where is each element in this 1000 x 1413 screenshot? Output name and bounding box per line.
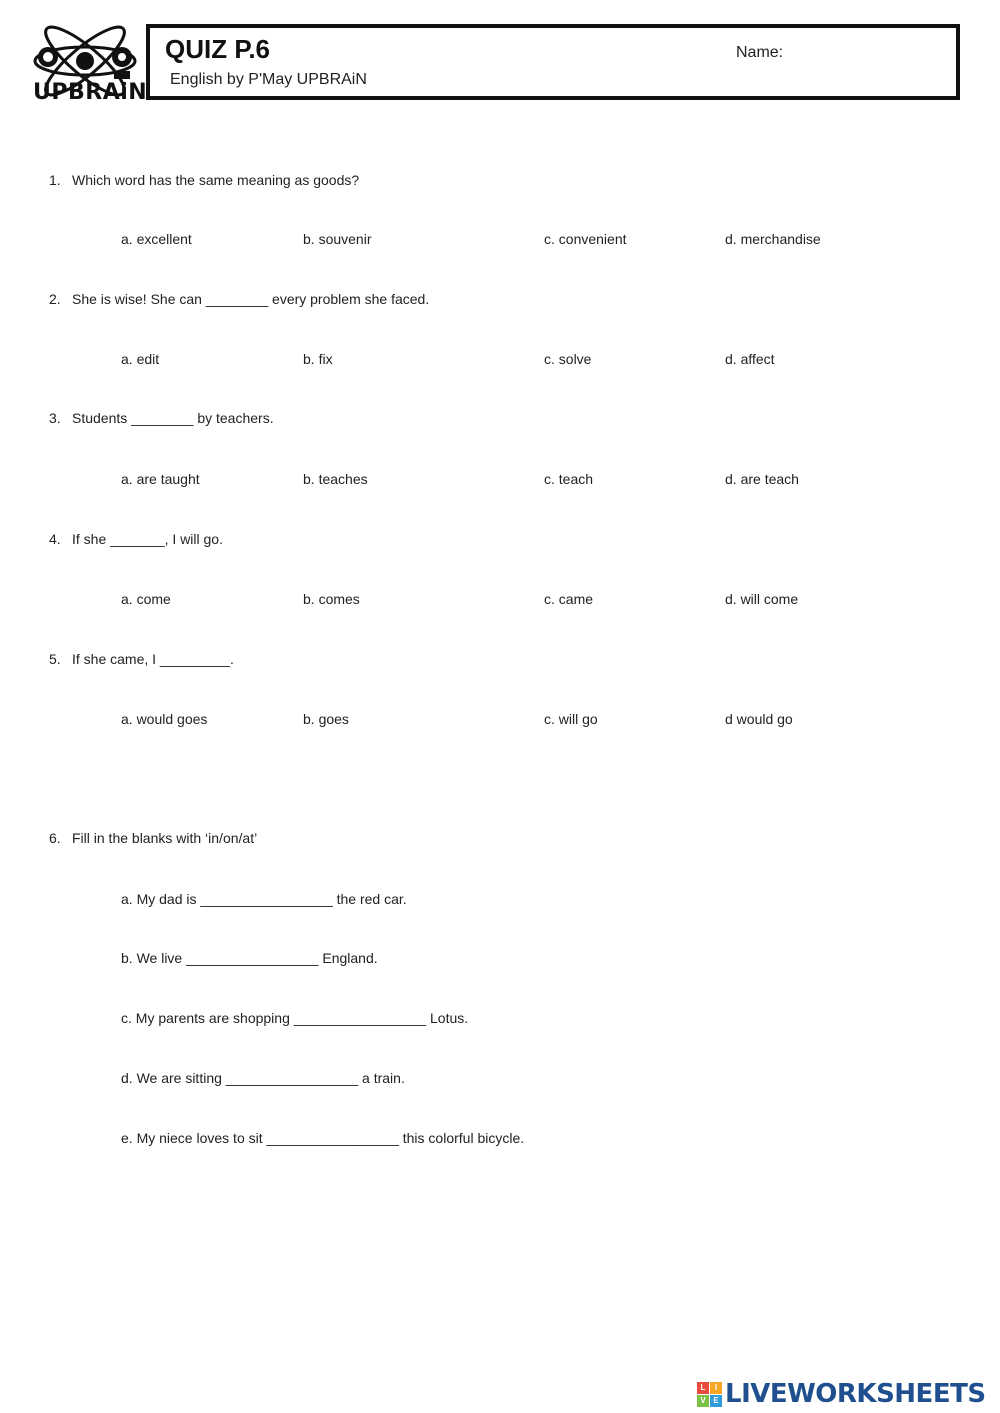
question-number: 5. bbox=[49, 651, 61, 667]
quiz-subtitle: English by P'May UPBRAiN bbox=[170, 71, 367, 88]
option-a[interactable]: a. would goes bbox=[121, 711, 208, 727]
option-a[interactable]: a. edit bbox=[121, 351, 160, 367]
question-number: 4. bbox=[49, 531, 61, 547]
icon-tile-i: I bbox=[710, 1382, 722, 1394]
option-b[interactable]: b. goes bbox=[303, 711, 349, 727]
option-a[interactable]: a. are taught bbox=[121, 471, 200, 487]
icon-tile-l: L bbox=[697, 1382, 709, 1394]
option-c[interactable]: c. came bbox=[544, 591, 594, 607]
brand-text: LIVEWORKSHEETS bbox=[725, 1379, 986, 1409]
option-b[interactable]: b. comes bbox=[303, 591, 360, 607]
fill-blank-item[interactable]: a. My dad is _________________ the red car. bbox=[121, 891, 407, 907]
icon-tile-v: V bbox=[697, 1395, 709, 1407]
question-number: 3. bbox=[49, 410, 61, 426]
option-d[interactable]: d. are teach bbox=[725, 471, 799, 487]
fill-blank-item[interactable]: b. We live _________________ England. bbox=[121, 950, 378, 966]
fill-blank-item[interactable]: e. My niece loves to sit _________________ this colorful bicycle. bbox=[121, 1130, 525, 1146]
option-d[interactable]: d. will come bbox=[725, 591, 799, 607]
option-a[interactable]: a. come bbox=[121, 591, 171, 607]
option-c[interactable]: c. convenient bbox=[544, 231, 627, 247]
quiz-title: QUIZ P.6 bbox=[165, 34, 271, 64]
liveworksheets-brand bbox=[697, 1379, 986, 1409]
question-number: 1. bbox=[49, 172, 61, 188]
fill-blank-item[interactable]: c. My parents are shopping _________________ Lotus. bbox=[121, 1010, 469, 1026]
option-c[interactable]: c. solve bbox=[544, 351, 592, 367]
option-d[interactable]: d would go bbox=[725, 711, 793, 727]
question-text: If she came, I _________. bbox=[72, 651, 234, 667]
option-d[interactable]: d. merchandise bbox=[725, 231, 821, 247]
question-text: Fill in the blanks with ‘in/on/at’ bbox=[72, 830, 258, 846]
question-text: Which word has the same meaning as goods? bbox=[72, 172, 360, 188]
logo-text: UPBRAiN bbox=[33, 80, 148, 105]
liveworksheets-icon bbox=[697, 1382, 722, 1407]
option-d[interactable]: d. affect bbox=[725, 351, 775, 367]
option-c[interactable]: c. will go bbox=[544, 711, 598, 727]
question-number: 6. bbox=[49, 830, 61, 846]
question-number: 2. bbox=[49, 291, 61, 307]
name-label: Name: bbox=[736, 44, 784, 61]
option-b[interactable]: b. souvenir bbox=[303, 231, 372, 247]
option-b[interactable]: b. fix bbox=[303, 351, 333, 367]
option-c[interactable]: c. teach bbox=[544, 471, 594, 487]
icon-tile-e: E bbox=[710, 1395, 722, 1407]
option-b[interactable]: b. teaches bbox=[303, 471, 368, 487]
fill-blank-item[interactable]: d. We are sitting _________________ a train. bbox=[121, 1070, 405, 1086]
option-a[interactable]: a. excellent bbox=[121, 231, 192, 247]
question-text: If she _______, I will go. bbox=[72, 531, 223, 547]
question-text: Students ________ by teachers. bbox=[72, 410, 274, 426]
question-text: She is wise! She can ________ every problem she faced. bbox=[72, 291, 430, 307]
